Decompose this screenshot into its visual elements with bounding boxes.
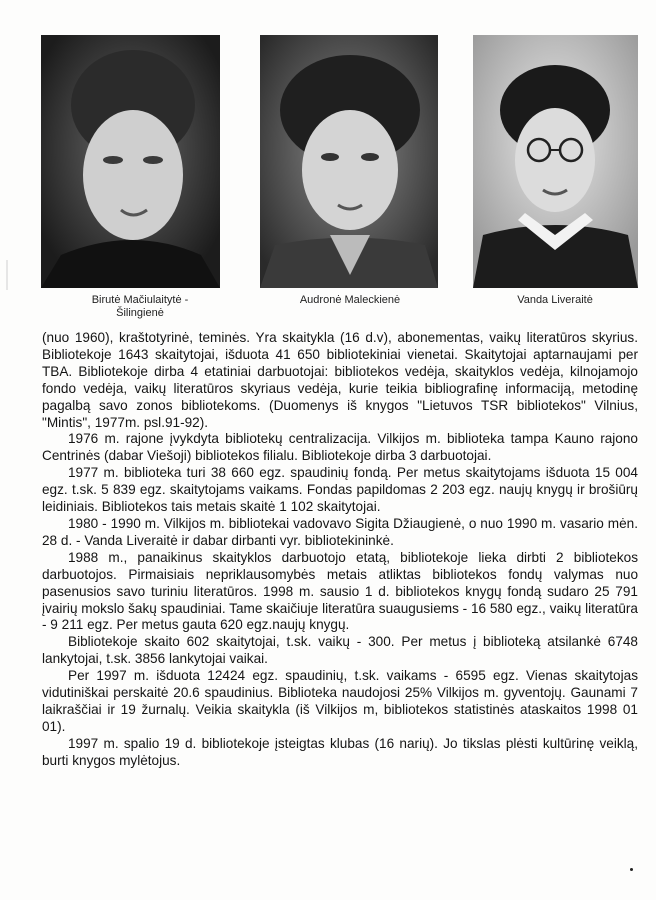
paragraph-8: 1997 m. spalio 19 d. bibliotekoje įsteigtas klubas (16 narių). Jo tikslas plėsti kultūrinę veiklą, burti knygos mylėtojus. [42, 735, 638, 768]
paragraph-3: 1977 m. biblioteka turi 38 660 egz. spaudinių fondą. Per metus skaitytojams išduota 15 004 egz. t.sk. 5 839 egz. skaitytojams vaikams. Fondas papildomas 2 203 egz. naujų knygų ir brošiūrų leidiniais. Bibliotekos tais metais skaitė 1 102 skaitytojai. [42, 465, 638, 515]
portrait-1-image [41, 35, 220, 288]
photo-caption-3 [480, 294, 630, 307]
portrait-2-image [260, 35, 438, 288]
photo-caption-2 [265, 294, 435, 307]
caption-3-line-1: Vanda Liveraitė [517, 294, 593, 306]
caption-1-line-1: Birutė Mačiulaitytė - [91, 294, 189, 306]
caption-1-line-2: Šilingienė [116, 307, 164, 319]
portrait-photo-1 [41, 35, 220, 288]
paragraph-7: Per 1997 m. išduota 12424 egz. spaudinių, t.sk. vaikams - 6595 egz. Vienas skaitytojas vidutiniškai perskaitė 20.6 spaudinius. Biblioteka naudojosi 25% Vilkijos m. gyventojų. Gaunami 7 laikraščiai ir 19 žurnalų. Veikia skaitykla (iš Vilkijos m, bibliotekos statistinės ataskaitos 1998 01 01). [42, 668, 638, 734]
paragraph-1: (nuo 1960), kraštotyrinė, teminės. Yra skaitykla (16 d.v), abonementas, vaikų literatūros skyrius. Bibliotekoje 1643 skaitytojai, išduota 41 650 bibliotekiniai vienetai. Skaitytojai aptarnaujami per TBA. Bibliotekoje dirba 4 etatiniai darbuotojai: bibliotekos vedėja, skaityklos vedėja, kilnojamojo fondo vedėja, vaikų literatūros skyriaus vedėja, kurie teikia bibliografinę informaciją, metodinę pagalbą savo zonos bibliotekoms. (Duomenys iš knygos "Lietuvos TSR bibliotekos" Vilnius, "Mintis", 1977m. psl.91-92). [42, 330, 638, 430]
scan-mark [6, 260, 8, 290]
ink-speck [630, 868, 633, 871]
photo-caption-1 [60, 294, 220, 320]
portrait-3-image [473, 35, 638, 288]
paragraph-5: 1988 m., panaikinus skaityklos darbuotojo etatą, bibliotekoje lieka dirbti 2 bibliotekos darbuotojos. Pirmaisiais nepriklausomybės metais atliktas bibliotekos fondų valymas nuo pasenusios savo turiniu literatūros. 1998 m. sausio 1 d. bibliotekos knygų fondą sudaro 25 791 įvairių mokslo šakų spaudiniai. Tame skaičiuje literatūra suaugusiems - 16 580 egz., vaikų literatūra - 9 211 egz. Per metus gauta 620 egz.naujų knygų. [42, 549, 638, 633]
body-text [42, 330, 638, 770]
portrait-photo-2 [260, 35, 438, 288]
paragraph-2: 1976 m. rajone įvykdyta bibliotekų centralizacija. Vilkijos m. biblioteka tampa Kauno rajono Centrinės (dabar Viešoji) bibliotekos filialu. Bibliotekoje dirba 3 darbuotojai. [42, 431, 638, 464]
portrait-photo-3 [473, 35, 638, 288]
paragraph-6: Bibliotekoje skaito 602 skaitytojai, t.sk. vaikų - 300. Per metus į biblioteką atsilankė 6748 lankytojai, t.sk. 3856 lankytojai vaikai. [42, 634, 638, 667]
caption-2-line-1: Audronė Maleckienė [299, 294, 401, 306]
paragraph-4: 1980 - 1990 m. Vilkijos m. bibliotekai vadovavo Sigita Džiaugienė, o nuo 1990 m. vasario mėn. 28 d. - Vanda Liveraitė ir dabar dirbanti vyr. bibliotekininkė. [42, 515, 638, 548]
